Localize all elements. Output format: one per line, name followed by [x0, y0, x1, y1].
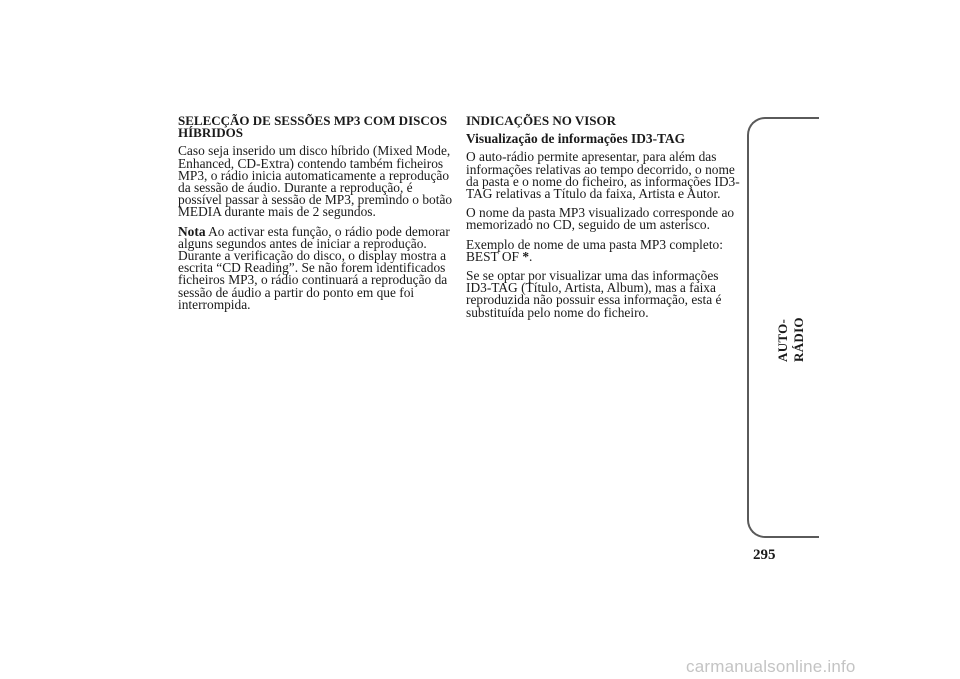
note-text: Ao activar esta função, o rádio pode demorar alguns segundos antes de iniciar a reprodução. Durante a verificação do disco, o display mostra a escrita “CD Reading”. Se não forem identificados ficheiros MP3, o rádio continuará a reprodução da sessão de áudio a partir do ponto em que foi interrompida. [178, 223, 450, 312]
chapter-tab-label: AUTO-RÁDIO [775, 317, 806, 363]
note-paragraph [178, 223, 456, 312]
paragraph-missing-tag: Se se optar por visualizar uma das informações ID3-TAG (Título, Artista, Album), mas a faixa reproduzida não possuir essa informação, esta é substituída pelo nome do ficheiro. [466, 268, 722, 320]
example-asterisk: * [522, 248, 530, 264]
right-column [466, 115, 744, 326]
page-number: 295 [753, 547, 776, 563]
section-heading-display: INDICAÇÕES NO VISOR [466, 113, 617, 128]
paragraph-id3-info: O auto-rádio permite apresentar, para além das informações relativas ao tempo decorrido, o nome da pasta e o nome do ficheiro, as informações ID3-TAG relativas a Título da faixa, Artista e Autor. [466, 149, 740, 202]
example-end: . [529, 248, 533, 264]
section-heading-mp3-sessions: SELECÇÃO DE SESSÕES MP3 COM DISCOS HÍBRIDOS [178, 113, 448, 141]
paragraph-folder-name: O nome da pasta MP3 visualizado corresponde ao memorizado no CD, seguido de um asterisco. [466, 205, 735, 233]
paragraph-example [466, 236, 744, 264]
paragraph-hybrid-disc: Caso seja inserido um disco híbrido (Mixed Mode, Enhanced, CD-Extra) contendo também ficheiros MP3, o rádio inicia automaticamente a reprodução da sessão de áudio. Durante a reprodução, é possível passar à sessão de MP3, premindo o botão MEDIA durante mais de 2 segundos. [178, 143, 453, 220]
note-label: Nota [178, 223, 206, 239]
subheading-id3-tag: Visualização de informações ID3-TAG [466, 131, 686, 147]
watermark: carmanualsonline.info [686, 657, 856, 676]
example-text: Exemplo de nome de uma pasta MP3 completo: BEST OF [466, 236, 723, 264]
left-column [178, 115, 456, 318]
